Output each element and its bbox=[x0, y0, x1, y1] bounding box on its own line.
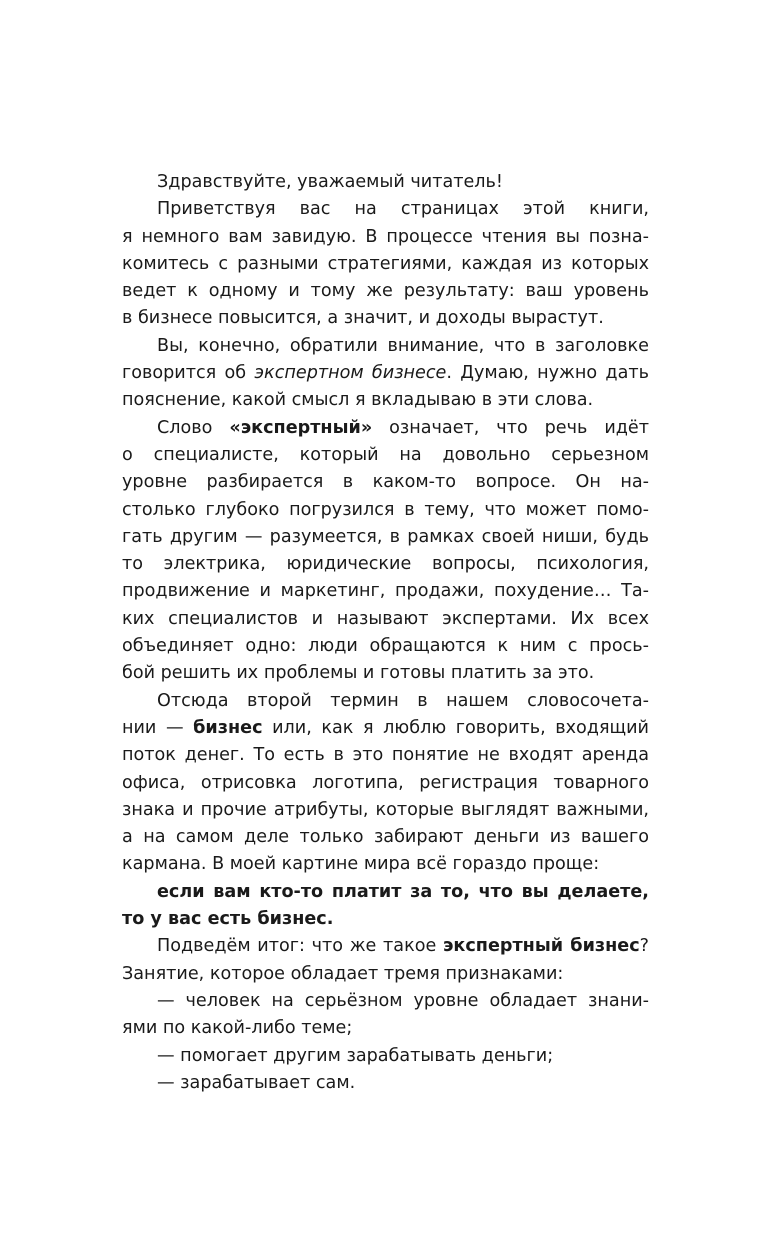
text-line bbox=[122, 251, 649, 278]
text-segment: о специалисте, который на довольно серьезном bbox=[122, 444, 649, 465]
text-segment: говорится об bbox=[122, 363, 255, 384]
text-segment: комитесь с разными стратегиями, каждая из которых bbox=[122, 253, 649, 274]
text-line bbox=[122, 933, 649, 960]
text-line bbox=[122, 988, 649, 1015]
text-line bbox=[122, 1015, 649, 1042]
text-line bbox=[122, 497, 649, 524]
text-segment: нии — bbox=[122, 717, 194, 738]
text-line bbox=[122, 196, 649, 223]
text-segment: Вы, конечно, обратили внимание, что в заголовке bbox=[157, 335, 649, 356]
text-line bbox=[122, 387, 649, 414]
text-line bbox=[122, 797, 649, 824]
bold-text: бизнес bbox=[193, 717, 263, 738]
text-segment: — человек на серьёзном уровне обладает знани- bbox=[157, 990, 649, 1011]
text-line bbox=[122, 169, 649, 196]
text-line bbox=[122, 278, 649, 305]
text-segment: пояснение, какой смысл я вкладываю в эти слова. bbox=[122, 390, 594, 411]
text-line bbox=[122, 1043, 649, 1070]
text-segment: Здравствуйте, уважаемый читатель! bbox=[157, 172, 503, 192]
text-segment: Подведём итог: что же такое bbox=[157, 936, 443, 957]
text-line bbox=[122, 633, 649, 660]
text-segment: столько глубоко погрузился в тему, что может помо- bbox=[122, 499, 649, 520]
text-line bbox=[122, 415, 649, 442]
text-line bbox=[122, 851, 649, 878]
text-line bbox=[122, 305, 649, 332]
text-line bbox=[122, 333, 649, 360]
text-segment: офиса, отрисовка логотипа, регистрация товарного bbox=[122, 772, 649, 793]
bold-text: если вам кто-то платит за то, что вы делаете, bbox=[157, 881, 649, 902]
text-segment: или, как я люблю говорить, входящий bbox=[262, 717, 649, 738]
text-segment: я немного вам завидую. В процессе чтения вы позна- bbox=[122, 226, 649, 247]
text-segment: Занятие, которое обладает тремя признаками: bbox=[122, 963, 564, 984]
text-segment: Приветствуя вас на страницах этой книги, bbox=[157, 199, 649, 220]
text-segment: знака и прочие атрибуты, которые выглядят важными, bbox=[122, 799, 649, 820]
text-segment: кармана. В моей картине мира всё гораздо проще: bbox=[122, 854, 600, 875]
text-segment: поток денег. То есть в это понятие не входят аренда bbox=[122, 745, 649, 766]
text-line bbox=[122, 224, 649, 251]
text-line bbox=[122, 879, 649, 906]
text-line bbox=[122, 660, 649, 687]
text-segment: ями по какой-либо теме; bbox=[122, 1018, 353, 1039]
text-line bbox=[122, 442, 649, 469]
text-segment: ? bbox=[639, 936, 649, 957]
text-segment: продвижение и маркетинг, продажи, похудение… Та- bbox=[122, 581, 649, 602]
text-segment: Отсюда второй термин в нашем словосочета- bbox=[157, 690, 649, 711]
text-line bbox=[122, 551, 649, 578]
text-line bbox=[122, 742, 649, 769]
text-line bbox=[122, 824, 649, 851]
text-line bbox=[122, 469, 649, 496]
book-page-text bbox=[122, 169, 649, 1097]
text-segment: ведет к одному и тому же результату: ваш уровень bbox=[122, 281, 649, 302]
text-segment: объединяет одно: люди обращаются к ним с прось- bbox=[122, 636, 649, 657]
bold-text: то у вас есть бизнес. bbox=[122, 909, 334, 930]
text-line bbox=[122, 770, 649, 797]
bold-text: «экспертный» bbox=[229, 417, 373, 438]
text-segment: — помогает другим зарабатывать деньги; bbox=[157, 1045, 554, 1066]
text-line bbox=[122, 715, 649, 742]
text-segment: — зарабатывает сам. bbox=[157, 1072, 356, 1093]
italic-text: экспертном бизнесе bbox=[254, 363, 447, 384]
text-line bbox=[122, 906, 649, 933]
text-segment: ких специалистов и называют экспертами. Их всех bbox=[122, 608, 649, 629]
text-line bbox=[122, 688, 649, 715]
text-line bbox=[122, 578, 649, 605]
text-segment: Слово bbox=[157, 417, 230, 438]
text-segment: уровне разбирается в каком-то вопросе. Он на- bbox=[122, 472, 649, 493]
text-line bbox=[122, 360, 649, 387]
text-line bbox=[122, 961, 649, 988]
text-line bbox=[122, 606, 649, 633]
text-segment: . Думаю, нужно дать bbox=[446, 363, 649, 384]
text-segment: бой решить их проблемы и готовы платить за это. bbox=[122, 663, 595, 684]
text-segment: означает, что речь идёт bbox=[372, 417, 649, 438]
text-segment: в бизнесе повысится, а значит, и доходы вырастут. bbox=[122, 308, 604, 329]
bold-text: экспертный бизнес bbox=[443, 936, 640, 957]
text-segment: гать другим — разумеется, в рамках своей ниши, будь bbox=[122, 526, 649, 547]
text-line bbox=[122, 524, 649, 551]
text-segment: то электрика, юридические вопросы, психология, bbox=[122, 554, 649, 575]
text-line bbox=[122, 1070, 649, 1097]
text-segment: а на самом деле только забирают деньги из вашего bbox=[122, 827, 649, 848]
